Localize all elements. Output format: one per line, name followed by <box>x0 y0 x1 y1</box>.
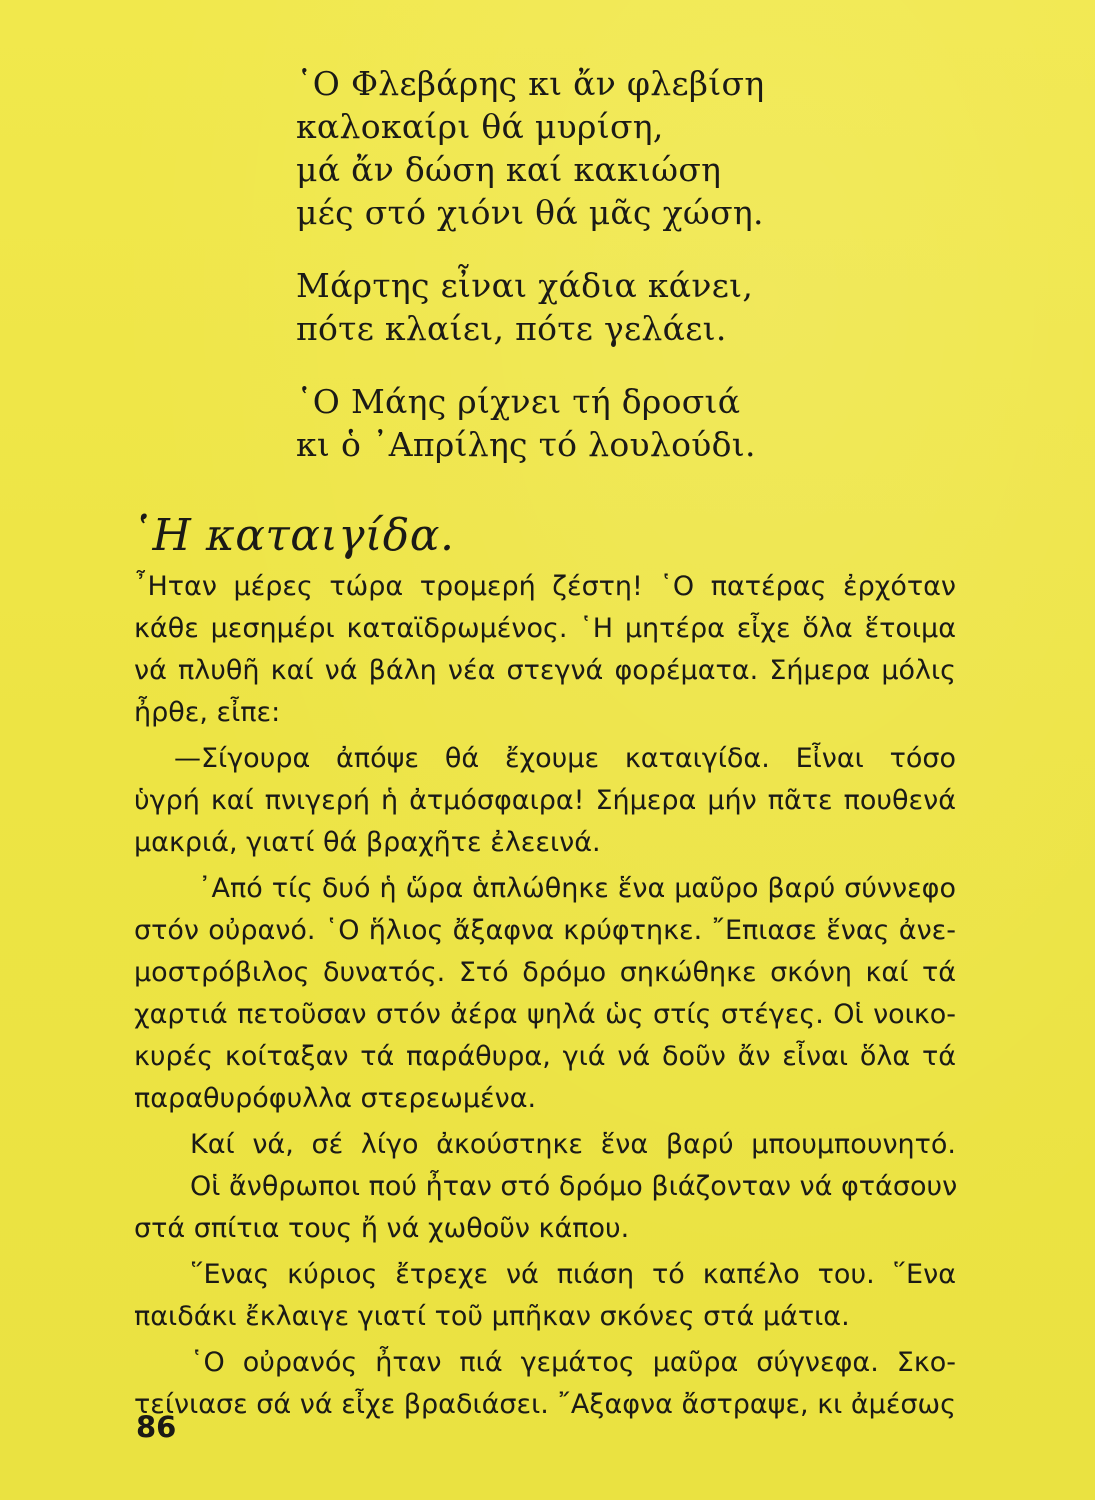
text-line: παραθυρόφυλλα στερεωμένα. <box>134 1083 537 1114</box>
text-line: ῞Ενας κύριος ἔτρεχε νά πιάση τό καπέλο του. ῞Ενα <box>190 1259 956 1290</box>
paragraph <box>134 1342 956 1384</box>
poem-line: πότε κλαίει, πότε γελάει. <box>296 309 727 348</box>
paragraph-continuation <box>134 1384 956 1426</box>
paragraph <box>134 1124 956 1208</box>
poem-stanza-1 <box>296 62 996 234</box>
poem <box>296 62 996 496</box>
text-line: κάθε μεσημέρι καταϊδρωμένος. ῾Η μητέρα εἶχε ὅλα ἕτοιμα <box>134 613 956 644</box>
paragraph-continuation <box>134 1296 956 1338</box>
text-line: ῾Ο οὐρανός ἦταν πιά γεμάτος μαῦρα σύγνεφα. Σκο- <box>190 1347 956 1378</box>
poem-stanza-2 <box>296 264 996 350</box>
paragraph-continuation <box>134 780 956 864</box>
text-line: ῏Ηταν μέρες τώρα τρομερή ζέστη! ῾Ο πατέρας ἐρχόταν <box>134 571 956 602</box>
text-line: ᾿Από τίς δυό ἡ ὥρα ἁπλώθηκε ἕνα μαῦρο βαρύ σύννεφο <box>198 873 956 904</box>
paragraph <box>134 868 956 910</box>
text-line: στά σπίτια τους ἤ νά χωθοῦν κάπου. <box>134 1213 630 1244</box>
poem-line: Μάρτης εἶναι χάδια κάνει, <box>296 266 754 305</box>
paragraph <box>134 738 956 780</box>
text-line: —Σίγουρα ἀπόψε θά ἔχουμε καταιγίδα. Εἶναι τόσο <box>174 743 956 774</box>
text-line: ἦρθε, εἶπε: <box>134 697 281 728</box>
paragraph <box>134 566 956 734</box>
poem-line: ῾Ο Μάης ρίχνει τή δροσιά <box>296 382 741 421</box>
poem-line: καλοκαίρι θά μυρίση, <box>296 107 664 146</box>
text-line: νά πλυθῆ καί νά βάλη νέα στεγνά φορέματα. Σήμερα μόλις <box>134 655 956 686</box>
chapter-body <box>134 566 956 1430</box>
text-line: μοστρόβιλος δυνατός. Στό δρόμο σηκώθηκε σκόνη καί τά <box>134 957 956 988</box>
text-line: Οἱ ἄνθρωποι πού ἦταν στό δρόμο βιάζονταν νά φτάσουν <box>190 1171 958 1202</box>
poem-line: κι ὁ ᾿Απρίλης τό λουλούδι. <box>296 425 756 464</box>
text-line: στόν οὐρανό. ῾Ο ἥλιος ἄξαφνα κρύφτηκε. ῎Επιασε ἕνας ἀνε- <box>134 915 956 946</box>
text-line: ὑγρή καί πνιγερή ἡ ἀτμόσφαιρα! Σήμερα μήν πᾶτε πουθενά <box>134 785 956 816</box>
chapter-title: ῾Η καταιγίδα. <box>130 510 455 561</box>
text-line: κυρές κοίταξαν τά παράθυρα, γιά νά δοῦν ἄν εἶναι ὅλα τά <box>134 1041 956 1072</box>
text-line: μακριά, γιατί θά βραχῆτε ἐλεεινά. <box>134 827 601 858</box>
poem-line: μά ἄν δώση καί κακιώση <box>296 150 722 189</box>
poem-stanza-3 <box>296 380 996 466</box>
paragraph <box>134 1254 956 1296</box>
poem-line: μές στό χιόνι θά μᾶς χώση. <box>296 193 764 232</box>
paragraph-continuation <box>134 910 956 1120</box>
text-line: παιδάκι ἔκλαιγε γιατί τοῦ μπῆκαν σκόνες στά μάτια. <box>134 1301 850 1332</box>
text-line: χαρτιά πετοῦσαν στόν ἀέρα ψηλά ὡς στίς στέγες. Οἱ νοικο- <box>134 999 956 1030</box>
text-line: τείνιασε σά νά εἶχε βραδιάσει. ῎Αξαφνα ἄστραψε, κι ἀμέσως <box>134 1389 956 1420</box>
page-number: 86 <box>136 1410 177 1444</box>
paragraph-continuation <box>134 1208 956 1250</box>
text-line: Καί νά, σέ λίγο ἀκούστηκε ἕνα βαρύ μπουμπουνητό. <box>190 1129 956 1160</box>
poem-line: ῾Ο Φλεβάρης κι ἄν φλεβίση <box>296 64 765 103</box>
